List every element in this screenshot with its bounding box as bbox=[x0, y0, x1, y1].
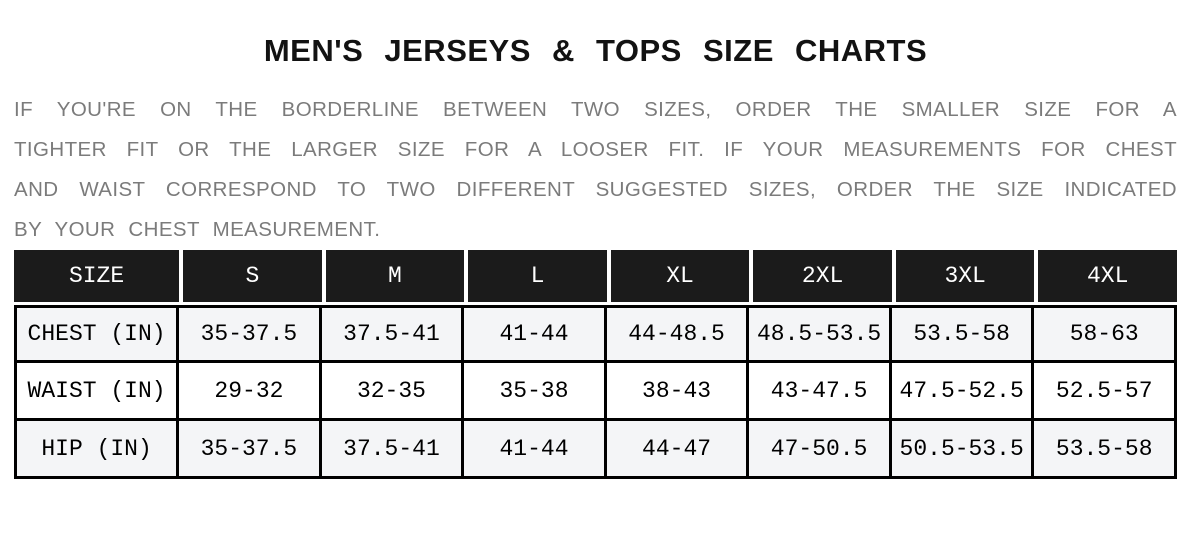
column-header-3xl: 3XL bbox=[892, 250, 1035, 305]
page-title: MEN'S JERSEYS & TOPS SIZE CHARTS bbox=[263, 33, 928, 68]
row-label: WAIST (IN) bbox=[14, 363, 179, 421]
size-value-cell: 35-37.5 bbox=[179, 421, 322, 479]
size-value-cell: 43-47.5 bbox=[749, 363, 892, 421]
row-label: CHEST (IN) bbox=[14, 305, 179, 363]
size-value-cell: 32-35 bbox=[322, 363, 465, 421]
size-table-header-row bbox=[14, 250, 1177, 305]
size-value-cell: 37.5-41 bbox=[322, 421, 465, 479]
size-value-cell: 48.5-53.5 bbox=[749, 305, 892, 363]
size-table bbox=[14, 250, 1177, 479]
table-row bbox=[14, 421, 1177, 479]
size-value-cell: 50.5-53.5 bbox=[892, 421, 1035, 479]
size-value-cell: 35-37.5 bbox=[179, 305, 322, 363]
intro-line: AND WAIST CORRESPOND TO TWO DIFFERENT SUGGESTED SIZES, ORDER THE SIZE INDICATED bbox=[14, 178, 1177, 202]
row-label: HIP (IN) bbox=[14, 421, 179, 479]
intro-paragraph bbox=[14, 90, 1177, 250]
size-value-cell: 53.5-58 bbox=[892, 305, 1035, 363]
column-header-l: L bbox=[464, 250, 607, 305]
column-header-xl: XL bbox=[607, 250, 750, 305]
table-row bbox=[14, 305, 1177, 363]
size-value-cell: 41-44 bbox=[464, 421, 607, 479]
intro-line: BY YOUR CHEST MEASUREMENT. bbox=[14, 218, 381, 242]
size-value-cell: 41-44 bbox=[464, 305, 607, 363]
size-value-cell: 44-48.5 bbox=[607, 305, 750, 363]
size-value-cell: 29-32 bbox=[179, 363, 322, 421]
column-header-m: M bbox=[322, 250, 465, 305]
size-value-cell: 38-43 bbox=[607, 363, 750, 421]
size-value-cell: 44-47 bbox=[607, 421, 750, 479]
size-value-cell: 47.5-52.5 bbox=[892, 363, 1035, 421]
intro-line: IF YOU'RE ON THE BORDERLINE BETWEEN TWO SIZES, ORDER THE SMALLER SIZE FOR A bbox=[14, 98, 1177, 122]
size-table-header bbox=[14, 250, 1177, 305]
column-header-4xl: 4XL bbox=[1034, 250, 1177, 305]
size-table-body bbox=[14, 305, 1177, 479]
size-value-cell: 35-38 bbox=[464, 363, 607, 421]
column-header-s: S bbox=[179, 250, 322, 305]
size-value-cell: 53.5-58 bbox=[1034, 421, 1177, 479]
size-value-cell: 47-50.5 bbox=[749, 421, 892, 479]
size-value-cell: 58-63 bbox=[1034, 305, 1177, 363]
intro-line: TIGHTER FIT OR THE LARGER SIZE FOR A LOOSER FIT. IF YOUR MEASUREMENTS FOR CHEST bbox=[14, 138, 1177, 162]
size-value-cell: 52.5-57 bbox=[1034, 363, 1177, 421]
table-row bbox=[14, 363, 1177, 421]
size-value-cell: 37.5-41 bbox=[322, 305, 465, 363]
column-header-2xl: 2XL bbox=[749, 250, 892, 305]
size-column-header: SIZE bbox=[14, 250, 179, 305]
size-chart-page bbox=[0, 34, 1191, 479]
